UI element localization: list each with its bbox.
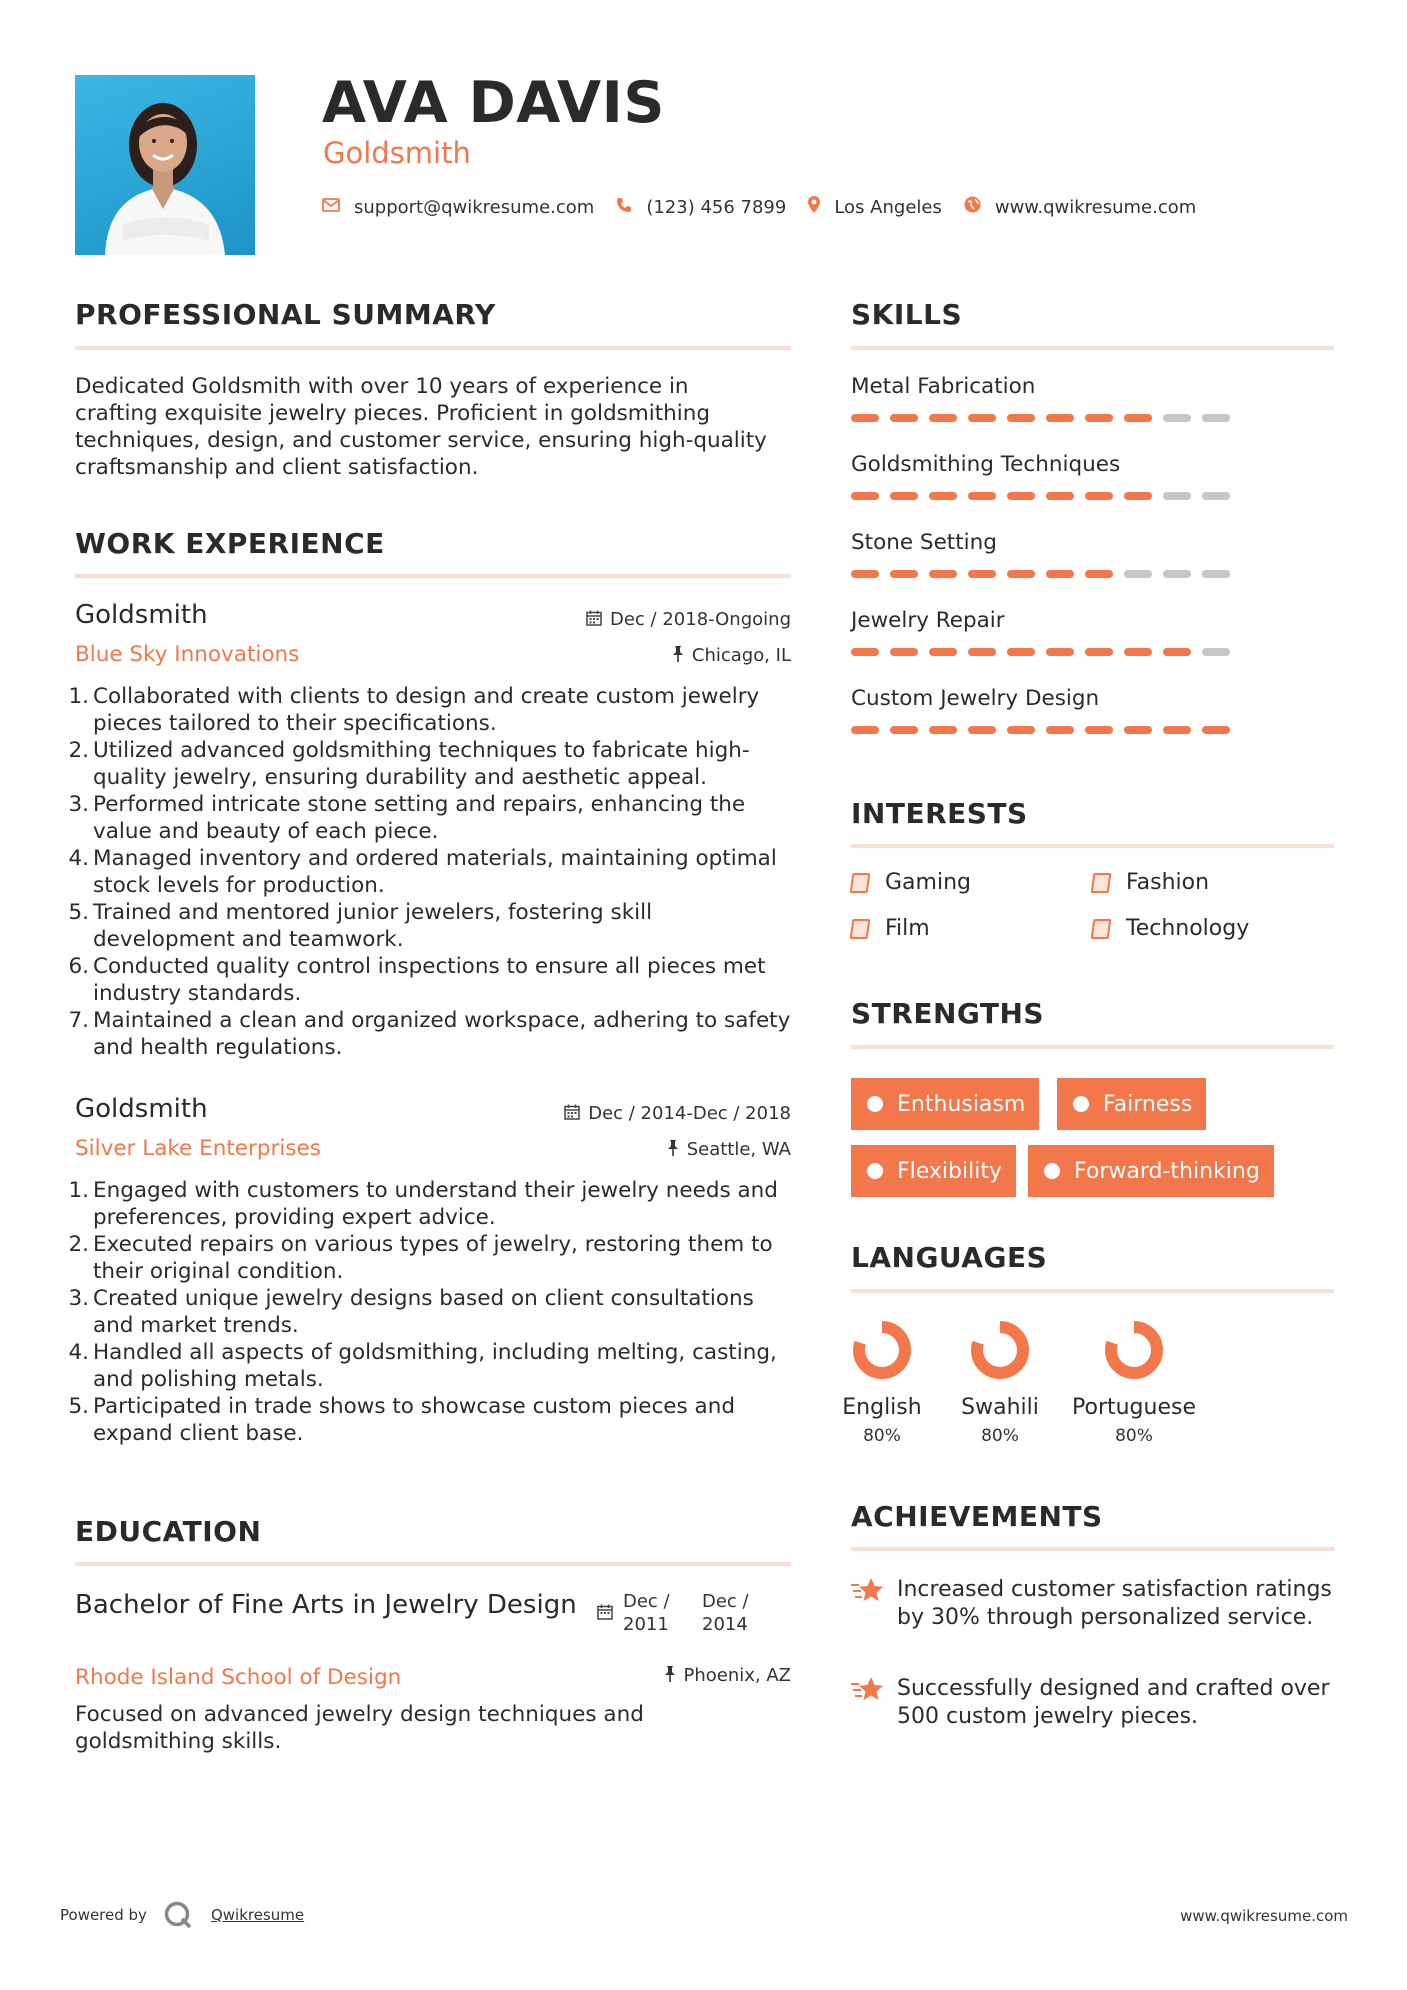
skill-rating-dot bbox=[1046, 414, 1074, 422]
strengths-heading: STRENGTHS bbox=[851, 997, 1045, 1030]
company-name: Silver Lake Enterprises bbox=[75, 1136, 321, 1161]
skill-row bbox=[851, 452, 1331, 530]
education-description: Focused on advanced jewelry design techniques and goldsmithing skills. bbox=[75, 1702, 644, 1754]
job-dates-text: Dec / 2014-Dec / 2018 bbox=[588, 1103, 791, 1124]
star-icon bbox=[851, 1674, 887, 1704]
skill-rating-dot bbox=[890, 492, 918, 500]
skill-rating-dot bbox=[1046, 726, 1074, 734]
skill-rating-dot bbox=[1163, 648, 1191, 656]
skill-rating-dot bbox=[968, 648, 996, 656]
duty-item: 6. Conducted quality control inspections to ensure all pieces met industry standards. bbox=[68, 954, 766, 1006]
skill-rating-dot bbox=[851, 414, 879, 422]
languages-heading: LANGUAGES bbox=[851, 1241, 1048, 1274]
website-text: www.qwikresume.com bbox=[994, 196, 1197, 218]
envelope-icon bbox=[322, 197, 340, 217]
degree-title: Bachelor of Fine Arts in Jewelry Design bbox=[75, 1590, 577, 1620]
skill-rating-dot bbox=[1007, 492, 1035, 500]
job-location bbox=[672, 645, 791, 666]
calendar-icon bbox=[564, 1104, 580, 1124]
location-text: Los Angeles bbox=[834, 196, 942, 218]
skill-rating-dot bbox=[1202, 414, 1230, 422]
phone-icon bbox=[616, 197, 632, 218]
achievement-text: Increased customer satisfaction ratings by 30% through personalized service. bbox=[897, 1577, 1332, 1630]
skill-rating-dot bbox=[968, 726, 996, 734]
section-divider bbox=[75, 1562, 791, 1566]
interest-item: Technology bbox=[1092, 916, 1249, 941]
skill-row bbox=[851, 374, 1331, 452]
education-location-text: Phoenix, AZ bbox=[683, 1665, 791, 1686]
skill-rating-dot bbox=[1046, 570, 1074, 578]
skill-rating-dot bbox=[851, 492, 879, 500]
footer-website[interactable]: www.qwikresume.com bbox=[1180, 1907, 1348, 1925]
skill-rating-dot bbox=[1046, 492, 1074, 500]
qwikresume-logo-icon bbox=[163, 1900, 193, 1930]
section-divider bbox=[75, 346, 791, 350]
pushpin-icon bbox=[667, 1139, 679, 1160]
skill-name: Stone Setting bbox=[851, 530, 997, 555]
language-progress-arc bbox=[1111, 1327, 1157, 1373]
contact-email[interactable] bbox=[322, 197, 594, 218]
skill-rating-dot bbox=[1163, 570, 1191, 578]
education-end-date: Dec / 2014 bbox=[702, 1591, 749, 1635]
skill-rating bbox=[851, 492, 1331, 500]
skill-rating-dot bbox=[929, 726, 957, 734]
language-item bbox=[823, 1319, 941, 1446]
school-name: Rhode Island School of Design bbox=[75, 1665, 402, 1690]
section-divider bbox=[851, 1289, 1334, 1293]
skill-rating-dot bbox=[1124, 414, 1152, 422]
skill-rating-dot bbox=[1007, 570, 1035, 578]
section-divider bbox=[851, 346, 1334, 350]
duty-list bbox=[68, 683, 795, 1061]
skill-rating-dot bbox=[1085, 570, 1113, 578]
skill-rating-dot bbox=[1007, 648, 1035, 656]
duty-item: 5. Participated in trade shows to showcase custom pieces and expand client base. bbox=[68, 1394, 735, 1446]
candidate-name: AVA DAVIS bbox=[322, 70, 665, 136]
duty-item: 4. Handled all aspects of goldsmithing, including melting, casting, and polishing metals. bbox=[68, 1340, 777, 1392]
language-progress-ring bbox=[969, 1319, 1031, 1381]
skill-rating-dot bbox=[1202, 570, 1230, 578]
skill-rating-dot bbox=[1007, 414, 1035, 422]
contact-website[interactable] bbox=[964, 196, 1196, 218]
badge-icon bbox=[865, 1094, 885, 1114]
language-progress-arc bbox=[977, 1327, 1023, 1373]
job-dates bbox=[564, 1103, 791, 1124]
profile-photo bbox=[75, 75, 255, 255]
skill-name: Custom Jewelry Design bbox=[851, 686, 1100, 711]
duty-item: 2. Executed repairs on various types of jewelry, restoring them to their original condition. bbox=[68, 1232, 773, 1284]
skill-rating-dot bbox=[929, 492, 957, 500]
skill-rating-dot bbox=[890, 414, 918, 422]
language-name: Portuguese bbox=[1072, 1395, 1196, 1420]
job-title: Goldsmith bbox=[75, 600, 208, 630]
duty-list bbox=[68, 1177, 795, 1447]
email-text: support@qwikresume.com bbox=[354, 196, 595, 218]
strength-tag: Enthusiasm bbox=[851, 1078, 1039, 1130]
map-pin-icon bbox=[808, 196, 820, 218]
achievement-item bbox=[851, 1675, 1341, 1731]
achievement-item bbox=[851, 1576, 1341, 1632]
section-divider bbox=[851, 1045, 1334, 1049]
duty-item: 1. Engaged with customers to understand their jewelry needs and preferences, providing expert advice. bbox=[68, 1178, 778, 1230]
duty-item: 3. Performed intricate stone setting and repairs, enhancing the value and beauty of each piece. bbox=[68, 792, 746, 844]
badge-icon bbox=[1042, 1161, 1062, 1181]
languages-list bbox=[823, 1319, 1209, 1446]
achievements-heading: ACHIEVEMENTS bbox=[851, 1500, 1103, 1533]
contact-phone[interactable] bbox=[616, 197, 786, 218]
section-divider bbox=[851, 844, 1334, 848]
duty-item: 7. Maintained a clean and organized workspace, adhering to safety and health regulations. bbox=[68, 1008, 791, 1060]
skill-rating-dot bbox=[1202, 492, 1230, 500]
skill-row bbox=[851, 530, 1331, 608]
skill-rating-dot bbox=[1124, 570, 1152, 578]
company-name: Blue Sky Innovations bbox=[75, 642, 300, 667]
skill-rating-dot bbox=[1202, 726, 1230, 734]
language-percent: 80% bbox=[1115, 1426, 1153, 1446]
skill-name: Metal Fabrication bbox=[851, 374, 1036, 399]
contact-location bbox=[808, 196, 942, 218]
calendar-icon bbox=[586, 610, 602, 630]
summary-text: Dedicated Goldsmith with over 10 years of experience in crafting exquisite jewelry pieces. Proficient in goldsmithing techniques, design, and customer service, ensuring high-quality craftsmanship and client satisfaction. bbox=[75, 374, 767, 480]
skill-rating-dot bbox=[1163, 414, 1191, 422]
phone-text: (123) 456 7899 bbox=[646, 196, 787, 218]
language-item bbox=[941, 1319, 1059, 1446]
skill-rating-dot bbox=[1085, 492, 1113, 500]
skill-row bbox=[851, 686, 1331, 764]
skill-rating-dot bbox=[1046, 648, 1074, 656]
skill-rating-dot bbox=[851, 726, 879, 734]
powered-by-label: Powered by bbox=[60, 1906, 147, 1924]
skill-rating-dot bbox=[1124, 648, 1152, 656]
job-location bbox=[667, 1139, 791, 1160]
education-location bbox=[664, 1665, 792, 1686]
book-icon bbox=[850, 873, 871, 893]
pushpin-icon bbox=[664, 1665, 676, 1686]
duty-item: 2. Utilized advanced goldsmithing techniques to fabricate high-quality jewelry, ensuring durability and aesthetic appeal. bbox=[68, 738, 750, 790]
calendar-icon bbox=[597, 1604, 613, 1624]
book-icon bbox=[1091, 919, 1112, 939]
skills-list bbox=[851, 374, 1331, 764]
skill-rating-dot bbox=[968, 570, 996, 578]
skill-rating-dot bbox=[851, 648, 879, 656]
duty-item: 1. Collaborated with clients to design and create custom jewelry pieces tailored to their specifications. bbox=[68, 684, 760, 736]
strength-tag: Forward-thinking bbox=[1028, 1145, 1274, 1197]
job-location-text: Seattle, WA bbox=[686, 1139, 791, 1160]
skill-rating-dot bbox=[968, 414, 996, 422]
skill-rating-dot bbox=[890, 648, 918, 656]
language-name: English bbox=[842, 1395, 922, 1420]
skill-rating bbox=[851, 570, 1331, 578]
language-percent: 80% bbox=[863, 1426, 901, 1446]
skill-row bbox=[851, 608, 1331, 686]
badge-icon bbox=[1071, 1094, 1091, 1114]
section-divider bbox=[75, 574, 791, 578]
skill-rating-dot bbox=[929, 414, 957, 422]
skill-rating-dot bbox=[1202, 648, 1230, 656]
contact-bar bbox=[322, 194, 1218, 220]
powered-by bbox=[60, 1900, 304, 1930]
book-icon bbox=[1091, 873, 1112, 893]
job-location-text: Chicago, IL bbox=[691, 645, 791, 666]
language-progress-ring bbox=[851, 1319, 913, 1381]
language-percent: 80% bbox=[981, 1426, 1019, 1446]
skill-rating-dot bbox=[1163, 726, 1191, 734]
skill-rating-dot bbox=[1124, 492, 1152, 500]
skill-rating-dot bbox=[1085, 648, 1113, 656]
globe-icon bbox=[964, 196, 981, 218]
language-name: Swahili bbox=[961, 1395, 1039, 1420]
skill-rating bbox=[851, 648, 1331, 656]
interest-item: Fashion bbox=[1092, 870, 1209, 895]
skill-rating-dot bbox=[968, 492, 996, 500]
skill-rating-dot bbox=[929, 570, 957, 578]
language-progress-arc bbox=[859, 1327, 905, 1373]
skill-rating-dot bbox=[1085, 414, 1113, 422]
duty-item: 3. Created unique jewelry designs based on client consultations and market trends. bbox=[68, 1286, 754, 1338]
experience-heading: WORK EXPERIENCE bbox=[75, 527, 385, 560]
duty-item: 5. Trained and mentored junior jewelers, fostering skill development and teamwork. bbox=[68, 900, 653, 952]
interests-heading: INTERESTS bbox=[851, 797, 1028, 830]
skills-heading: SKILLS bbox=[851, 298, 963, 331]
badge-icon bbox=[865, 1161, 885, 1181]
strength-tag: Fairness bbox=[1057, 1078, 1206, 1130]
job-dates-text: Dec / 2018-Ongoing bbox=[610, 609, 791, 630]
pushpin-icon bbox=[672, 645, 684, 666]
skill-rating bbox=[851, 726, 1331, 734]
duty-item: 4. Managed inventory and ordered materials, maintaining optimal stock levels for production. bbox=[68, 846, 777, 898]
skill-rating bbox=[851, 414, 1331, 422]
job-title-headline: Goldsmith bbox=[323, 136, 471, 170]
skill-rating-dot bbox=[1124, 726, 1152, 734]
skill-rating-dot bbox=[1007, 726, 1035, 734]
language-item bbox=[1059, 1319, 1209, 1446]
skill-rating-dot bbox=[851, 570, 879, 578]
job-title: Goldsmith bbox=[75, 1094, 208, 1124]
skill-rating-dot bbox=[929, 648, 957, 656]
skill-rating-dot bbox=[1163, 492, 1191, 500]
achievement-text: Successfully designed and crafted over 500 custom jewelry pieces. bbox=[897, 1676, 1330, 1729]
summary-heading: PROFESSIONAL SUMMARY bbox=[75, 298, 496, 331]
skill-rating-dot bbox=[890, 726, 918, 734]
star-icon bbox=[851, 1575, 887, 1605]
section-divider bbox=[851, 1547, 1334, 1551]
interest-item: Gaming bbox=[851, 870, 971, 895]
book-icon bbox=[850, 919, 871, 939]
job-dates bbox=[586, 609, 791, 630]
education-start-date: Dec / 2011 bbox=[623, 1591, 670, 1635]
skill-rating-dot bbox=[890, 570, 918, 578]
brand-link[interactable]: Qwikresume bbox=[210, 1906, 305, 1924]
skill-name: Jewelry Repair bbox=[851, 608, 1005, 633]
strength-tag: Flexibility bbox=[851, 1145, 1016, 1197]
interest-item: Film bbox=[851, 916, 930, 941]
skill-name: Goldsmithing Techniques bbox=[851, 452, 1121, 477]
education-heading: EDUCATION bbox=[75, 1515, 262, 1548]
skill-rating-dot bbox=[1085, 726, 1113, 734]
language-progress-ring bbox=[1103, 1319, 1165, 1381]
